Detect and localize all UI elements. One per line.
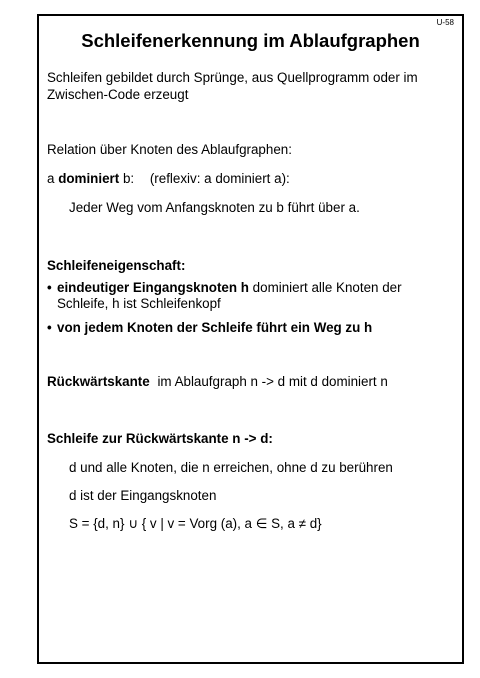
dominates-definition: Jeder Weg vom Anfangsknoten zu b führt über a. (69, 200, 360, 215)
dominates-term: dominiert (58, 171, 120, 186)
slide-frame (37, 14, 464, 664)
loop-set-formula: S = {d, n} ∪ { v | v = Vorg (a), a ∈ S, a ≠ d} (69, 516, 322, 531)
loop-property-bullet-1-line-2: Schleife, h ist Schleifenkopf (57, 296, 221, 311)
back-edge-term: Rückwärtskante (47, 374, 150, 389)
page-title: Schleifenerkennung im Ablaufgraphen (81, 30, 420, 51)
page-number: U-58 (436, 18, 454, 27)
loop-back-edge-line-2: d ist der Eingangsknoten (69, 488, 217, 503)
dominates-line (47, 171, 290, 187)
relation-text: Relation über Knoten des Ablaufgraphen: (47, 142, 292, 157)
bullet-icon: • (47, 320, 52, 335)
dominates-reflexive: (reflexiv: a dominiert a): (149, 171, 290, 186)
loop-back-edge-heading: Schleife zur Rückwärtskante n -> d: (47, 431, 273, 446)
bullet-2-text: von jedem Knoten der Schleife führt ein Weg zu h (57, 320, 373, 335)
back-edge-rest: im Ablaufgraph n -> d mit d dominiert n (157, 374, 388, 389)
bullet-1-rest: dominiert alle Knoten der (248, 280, 402, 295)
intro-line-2: Zwischen-Code erzeugt (47, 87, 189, 102)
back-edge-line (47, 374, 388, 390)
loop-property-bullet-2 (47, 320, 372, 336)
loop-back-edge-line-1: d und alle Knoten, die n erreichen, ohne d zu berühren (69, 460, 393, 475)
intro-line-1: Schleifen gebildet durch Sprünge, aus Quellprogramm oder im (47, 70, 418, 85)
loop-property-bullet-1 (47, 280, 402, 296)
dominates-a: a (47, 171, 55, 186)
dominates-b: b: (122, 171, 135, 186)
loop-property-heading: Schleifeneigenschaft: (47, 258, 186, 273)
bullet-1-bold: eindeutiger Eingangsknoten h (57, 280, 249, 295)
bullet-icon: • (47, 280, 52, 295)
